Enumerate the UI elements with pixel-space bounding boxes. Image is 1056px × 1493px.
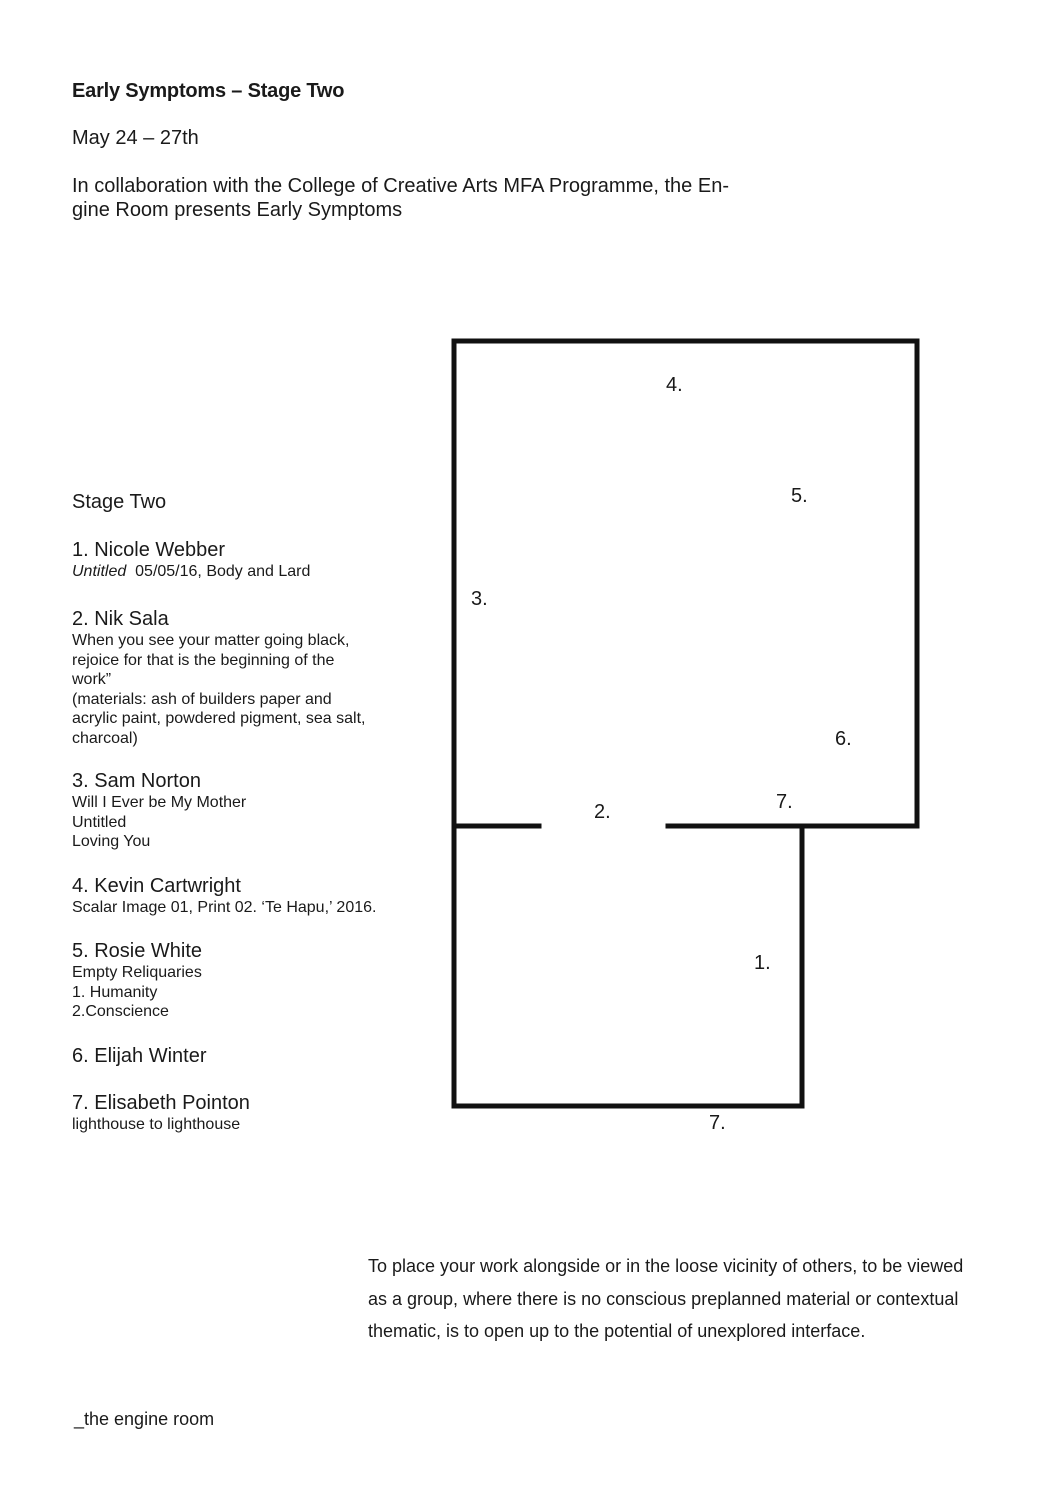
intro-line: In collaboration with the College of Creative Arts MFA Programme, the En-: [72, 175, 729, 197]
floor-plan-label-6: 6.: [835, 728, 852, 750]
floor-plan-label-7-upper: 7.: [776, 791, 793, 813]
quote-line: To place your work alongside or in the loose vicinity of others, to be viewed: [368, 1256, 964, 1276]
artist-work-line: Loving You: [72, 833, 151, 850]
curatorial-quote: [368, 1250, 988, 1348]
artist-work-line: work”: [72, 671, 112, 688]
artist-work-line: lighthouse to lighthouse: [72, 1116, 241, 1133]
quote-line: as a group, where there is no conscious preplanned material or contextual: [368, 1288, 959, 1309]
artist-work-line: When you see your matter going black,: [72, 632, 350, 649]
artist-work-line: Empty Reliquaries: [72, 964, 202, 981]
artist-work-line: Untitled: [72, 813, 127, 831]
artist-name: 5. Rosie White: [72, 940, 203, 962]
intro-line: gine Room presents Early Symptoms: [72, 199, 403, 221]
artist-work-line: Will I Ever be My Mother: [72, 794, 247, 811]
floor-plan-label-4: 4.: [666, 374, 683, 396]
artist-work-line: charcoal): [72, 729, 138, 747]
work-title-italic: Untitled: [72, 563, 127, 580]
floor-plan-lower-room-wall: [454, 826, 802, 1106]
page-title: Early Symptoms – Stage Two: [72, 80, 345, 102]
artist-work-line: (materials: ash of builders paper and: [72, 690, 332, 708]
artist-name: 7. Elisabeth Pointon: [72, 1092, 250, 1114]
floor-plan-label-2: 2.: [594, 801, 611, 823]
floor-plan-label-1: 1.: [754, 952, 771, 974]
footer-signature: _the engine room: [74, 1409, 215, 1429]
artist-work-line: Scalar Image 01, Print 02. ‘Te Hapu,’ 2016.: [72, 899, 377, 916]
artist-name: 6. Elijah Winter: [72, 1045, 207, 1067]
artist-name: 1. Nicole Webber: [72, 539, 226, 561]
floor-plan-label-7-lower: 7.: [709, 1112, 726, 1134]
artist-work-line: 1. Humanity: [72, 983, 158, 1001]
artist-name: 2. Nik Sala: [72, 608, 169, 630]
floor-plan-label-5: 5.: [791, 485, 808, 507]
work-details: 05/05/16, Body and Lard: [135, 563, 311, 580]
floor-plan-label-3: 3.: [471, 588, 488, 610]
artist-name: 4. Kevin Cartwright: [72, 875, 241, 897]
artist-work-line: rejoice for that is the beginning of the: [72, 651, 335, 669]
artist-work-line: 2.Conscience: [72, 1003, 169, 1020]
quote-line: thematic, is to open up to the potential of unexplored interface.: [368, 1321, 866, 1341]
floor-plan-upper-room-wall: [454, 341, 917, 826]
artist-name: 3. Sam Norton: [72, 770, 201, 792]
exhibition-date: May 24 – 27th: [72, 127, 199, 149]
stage-heading: Stage Two: [72, 491, 167, 513]
artist-work-line: acrylic paint, powdered pigment, sea salt,: [72, 710, 366, 727]
